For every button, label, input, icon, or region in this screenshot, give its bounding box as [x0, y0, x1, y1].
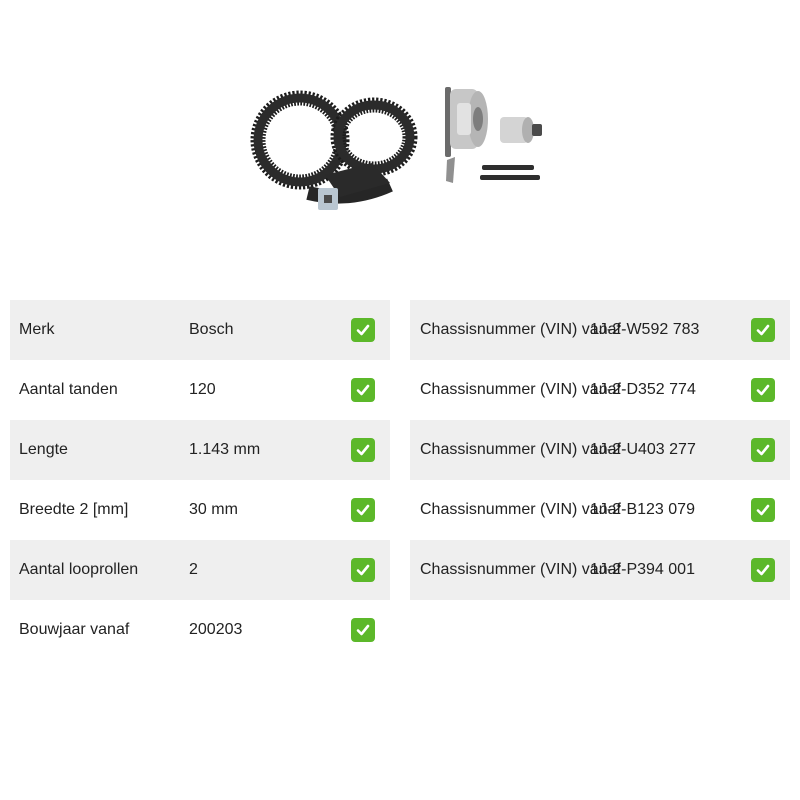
- check-mark-icon: [351, 618, 375, 642]
- spec-value: 1J-2-W592 783: [590, 321, 700, 338]
- check-mark-icon: [351, 318, 375, 342]
- spec-row: [10, 540, 390, 600]
- spec-value: 1J-2-P394 001: [590, 561, 695, 578]
- spec-label: Merk: [19, 321, 55, 338]
- spec-label: Bouwjaar vanaf: [19, 621, 130, 638]
- spec-table-left: [10, 300, 390, 660]
- spec-row: [410, 300, 790, 360]
- check-mark-icon: [751, 558, 775, 582]
- spec-label: Chassisnummer (VIN) vanaf: [420, 561, 621, 578]
- check-mark-icon: [751, 318, 775, 342]
- spec-value: Bosch: [189, 321, 234, 338]
- spec-table-right: [410, 300, 790, 600]
- spec-value: 30 mm: [189, 501, 238, 518]
- spec-value: 120: [189, 381, 216, 398]
- spec-row: [10, 480, 390, 540]
- spec-value: 1J-2-D352 774: [590, 381, 696, 398]
- spec-label: Chassisnummer (VIN) vanaf: [420, 381, 621, 398]
- check-mark-icon: [751, 498, 775, 522]
- spec-row: [10, 360, 390, 420]
- spec-row: [410, 420, 790, 480]
- spec-value: 1J-2-B123 079: [590, 501, 695, 518]
- spec-label: Chassisnummer (VIN) vanaf: [420, 321, 621, 338]
- spec-label: Aantal looprollen: [19, 561, 139, 578]
- spec-label: Chassisnummer (VIN) vanaf: [420, 501, 621, 518]
- spec-label: Aantal tanden: [19, 381, 118, 398]
- timing-belt-kit-image: [250, 75, 550, 225]
- spec-row: [410, 480, 790, 540]
- check-mark-icon: [351, 438, 375, 462]
- spec-value: 200203: [189, 621, 243, 638]
- check-mark-icon: [351, 558, 375, 582]
- spec-label: Breedte 2 [mm]: [19, 501, 129, 518]
- spec-value: 2: [189, 561, 198, 578]
- spec-value: 1J-2-U403 277: [590, 441, 696, 458]
- check-mark-icon: [751, 378, 775, 402]
- spec-row: [410, 360, 790, 420]
- spec-row: [10, 600, 390, 660]
- spec-label: Chassisnummer (VIN) vanaf: [420, 441, 621, 458]
- spec-row: [410, 540, 790, 600]
- check-mark-icon: [751, 438, 775, 462]
- spec-row: [10, 300, 390, 360]
- check-mark-icon: [351, 378, 375, 402]
- spec-row: [10, 420, 390, 480]
- spec-label: Lengte: [19, 441, 68, 458]
- product-image: [250, 75, 550, 225]
- spec-value: 1.143 mm: [189, 441, 261, 458]
- check-mark-icon: [351, 498, 375, 522]
